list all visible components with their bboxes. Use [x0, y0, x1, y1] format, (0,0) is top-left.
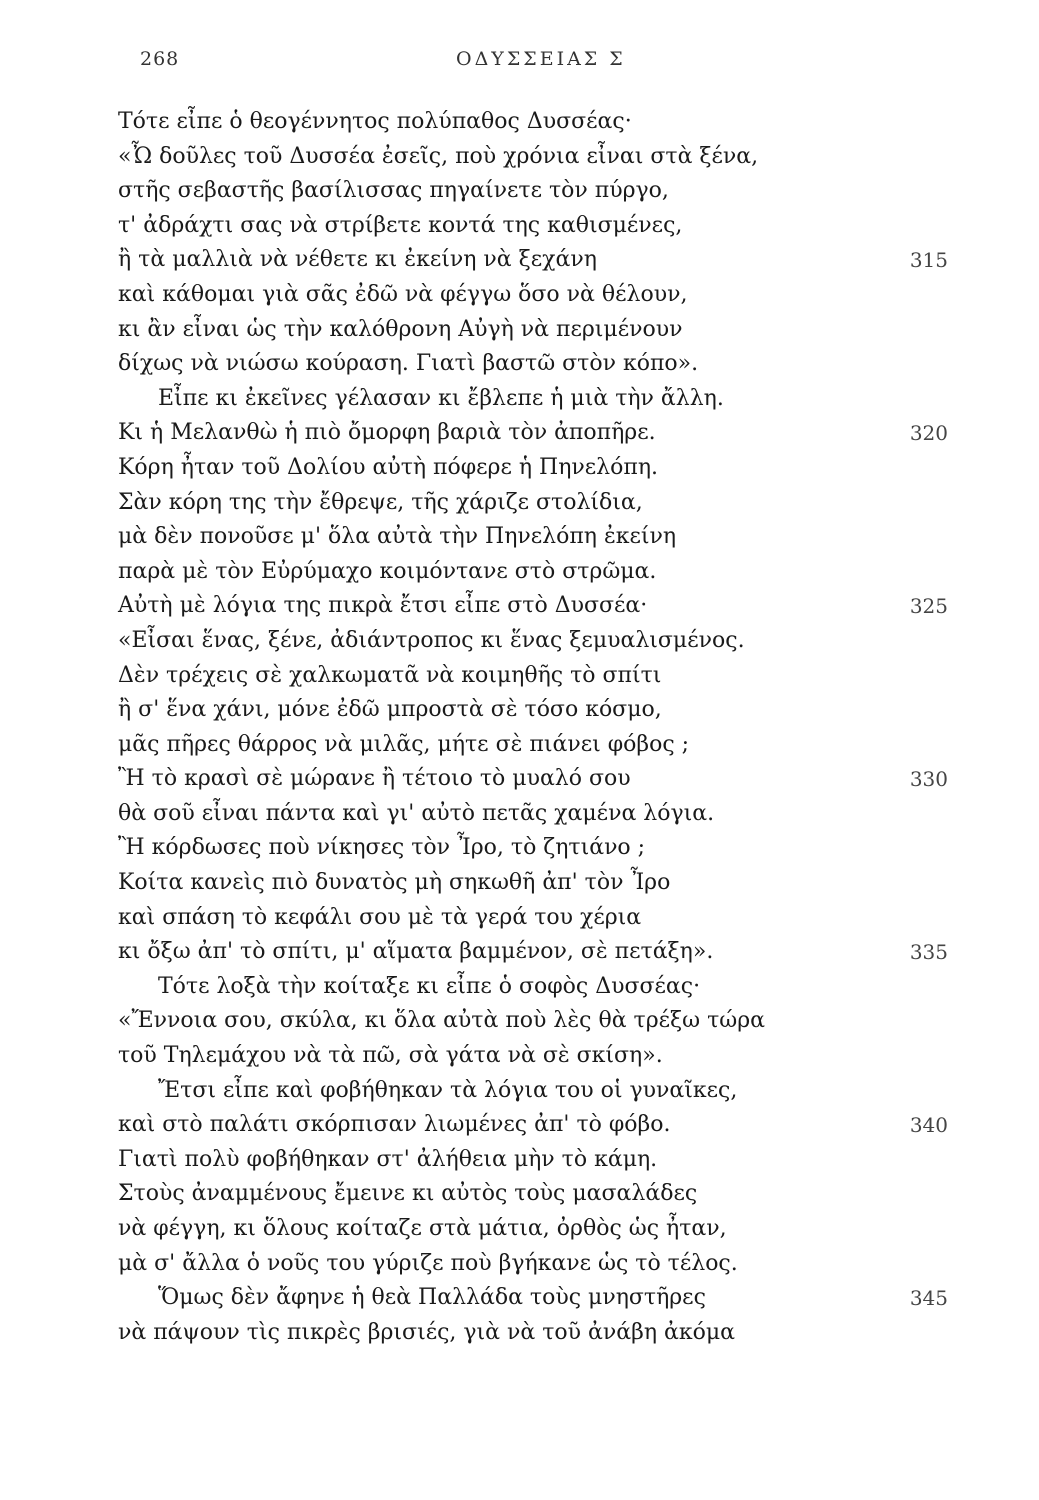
verse-line — [118, 866, 948, 901]
verse-text: παρὰ μὲ τὸν Εὐρύμαχο κοιμόντανε στὸ στρῶμα. — [118, 558, 657, 584]
verse-text: «Εἶσαι ἕνας, ξένε, ἀδιάντροπος κι ἕνας ξεμυαλισμένος. — [118, 627, 745, 653]
verse-line — [118, 1039, 948, 1074]
running-title: ΟΔΥΣΣΕΙΑΣ Σ — [456, 48, 626, 70]
verse-text: καὶ στὸ παλάτι σκόρπισαν λιωμένες ἀπ' τὸ φόβο. — [118, 1112, 671, 1138]
page-number: 268 — [140, 48, 180, 70]
line-number: 320 — [909, 421, 948, 446]
verse-line — [118, 313, 948, 348]
line-number: 345 — [909, 1286, 948, 1311]
verse-line — [118, 762, 948, 797]
verse-text: νὰ φέγγη, κι ὅλους κοίταζε στὰ μάτια, ὀρθὸς ὡς ἦταν, — [118, 1216, 727, 1241]
verse-line — [118, 1074, 948, 1109]
verse-text: κι ἂν εἶναι ὡς τὴν καλόθρονη Αὐγὴ νὰ περιμένουν — [118, 316, 683, 342]
verse-text: Κι ἡ Μελανθὼ ἡ πιὸ ὄμορφη βαριὰ τὸν ἀποπῆρε. — [118, 420, 656, 446]
verse-line — [118, 347, 948, 382]
verse-line — [118, 901, 948, 936]
verse-text: «Ἔννοια σου, σκύλα, κι ὅλα αὐτὰ ποὺ λὲς θὰ τρέξω τώρα — [118, 1008, 766, 1034]
verse-line — [118, 935, 948, 970]
verse-text: θὰ σοῦ εἶναι πάντα καὶ γι' αὐτὸ πετᾶς χαμένα λόγια. — [118, 800, 715, 826]
verse-line — [118, 520, 948, 555]
verse-text: Ὅμως δὲν ἄφηνε ἡ θεὰ Παλλάδα τοὺς μνηστῆρες — [158, 1285, 706, 1311]
verse-text: καὶ κάθομαι γιὰ σᾶς ἐδῶ νὰ φέγγω ὅσο νὰ θέλουν, — [118, 281, 688, 307]
verse-line — [118, 174, 948, 209]
verse-line — [118, 693, 948, 728]
verse-line — [118, 797, 948, 832]
verse-line — [118, 486, 948, 521]
line-number: 335 — [909, 940, 948, 965]
verse-text: Ἔτσι εἶπε καὶ φοβήθηκαν τὰ λόγια του οἱ γυναῖκες, — [158, 1077, 738, 1103]
verse-text: μᾶς πῆρες θάρρος νὰ μιλᾶς, μήτε σὲ πιάνει φόβος ; — [118, 731, 690, 757]
verse-line — [118, 1247, 948, 1282]
verse-line — [118, 278, 948, 313]
verse-text: Εἶπε κι ἐκεῖνες γέλασαν κι ἔβλεπε ἡ μιὰ τὴν ἄλλη. — [158, 385, 724, 411]
verse-line — [118, 416, 948, 451]
verse-line — [118, 1108, 948, 1143]
line-number: 325 — [909, 594, 948, 619]
verse-line — [118, 243, 948, 278]
verse-text: τ' ἀδράχτι σας νὰ στρίβετε κοντά της καθισμένες, — [118, 212, 683, 238]
verse-block — [118, 105, 948, 1350]
verse-line — [118, 1212, 948, 1247]
line-number: 330 — [909, 767, 948, 792]
verse-line — [118, 451, 948, 486]
verse-text: Γιατὶ πολὺ φοβήθηκαν στ' ἀλήθεια μὴν τὸ κάμη. — [118, 1146, 658, 1172]
verse-line — [118, 1177, 948, 1212]
verse-text: μὰ δὲν πονοῦσε μ' ὅλα αὐτὰ τὴν Πηνελόπη ἐκείνη — [118, 524, 677, 550]
line-number: 340 — [909, 1113, 948, 1138]
verse-text: Κοίτα κανεὶς πιὸ δυνατὸς μὴ σηκωθῆ ἀπ' τὸν Ἶρο — [118, 870, 671, 896]
verse-text: ἢ τὰ μαλλιὰ νὰ νέθετε κι ἐκείνη νὰ ξεχάνη — [118, 247, 597, 273]
line-number: 315 — [909, 248, 948, 273]
verse-text: Στοὺς ἀναμμένους ἔμεινε κι αὐτὸς τοὺς μασαλάδες — [118, 1181, 698, 1207]
verse-text: καὶ σπάση τὸ κεφάλι σου μὲ τὰ γερά του χέρια — [118, 904, 642, 930]
verse-text: νὰ πάψουν τὶς πικρὲς βρισιές, γιὰ νὰ τοῦ ἀνάβη ἀκόμα — [118, 1319, 736, 1345]
verse-line — [118, 1004, 948, 1039]
verse-text: στῆς σεβαστῆς βασίλισσας πηγαίνετε τὸν πύργο, — [118, 178, 669, 204]
verse-line — [118, 555, 948, 590]
verse-line — [118, 728, 948, 763]
verse-text: κι ὄξω ἀπ' τὸ σπίτι, μ' αἵματα βαμμένον, σὲ πετάξη». — [118, 939, 714, 965]
verse-text: Σὰν κόρη της τὴν ἔθρεψε, τῆς χάριζε στολίδια, — [118, 489, 643, 515]
verse-text: τοῦ Τηλεμάχου νὰ τὰ πῶ, σὰ γάτα νὰ σὲ σκίση». — [118, 1043, 663, 1069]
verse-text: Κόρη ἦταν τοῦ Δολίου αὐτὴ πόφερε ἡ Πηνελόπη. — [118, 454, 658, 480]
verse-line — [118, 209, 948, 244]
verse-line — [118, 382, 948, 417]
verse-text: Ἢ κόρδωσες ποὺ νίκησες τὸν Ἶρο, τὸ ζητιάνο ; — [118, 835, 646, 861]
verse-line — [118, 1143, 948, 1178]
verse-text: Ἢ τὸ κρασὶ σὲ μώρανε ἢ τέτοιο τὸ μυαλό σου — [118, 766, 631, 792]
verse-text: μὰ σ' ἄλλα ὁ νοῦς του γύριζε ποὺ βγήκανε ὡς τὸ τέλος. — [118, 1250, 738, 1276]
verse-text: Τότε λοξὰ τὴν κοίταξε κι εἶπε ὁ σοφὸς Δυσσέας· — [158, 973, 701, 999]
verse-text: δίχως νὰ νιώσω κούραση. Γιατὶ βαστῶ στὸν κόπο». — [118, 351, 699, 377]
verse-line — [118, 589, 948, 624]
verse-line — [118, 1281, 948, 1316]
verse-line — [118, 1316, 948, 1351]
verse-line — [118, 140, 948, 175]
verse-text: «Ὦ δοῦλες τοῦ Δυσσέα ἐσεῖς, ποὺ χρόνια εἶναι στὰ ξένα, — [118, 143, 759, 169]
verse-text: Τότε εἶπε ὁ θεογέννητος πολύπαθος Δυσσέας· — [118, 109, 632, 134]
verse-line — [118, 970, 948, 1005]
verse-line — [118, 659, 948, 694]
verse-line — [118, 624, 948, 659]
verse-text: ἢ σ' ἕνα χάνι, μόνε ἐδῶ μπροστὰ σὲ τόσο κόσμο, — [118, 697, 662, 723]
verse-line — [118, 105, 948, 140]
verse-text: Αὐτὴ μὲ λόγια της πικρὰ ἔτσι εἶπε στὸ Δυσσέα· — [118, 593, 648, 619]
verse-line — [118, 831, 948, 866]
verse-text: Δὲν τρέχεις σὲ χαλκωματᾶ νὰ κοιμηθῆς τὸ σπίτι — [118, 662, 662, 688]
running-header — [0, 48, 1039, 78]
